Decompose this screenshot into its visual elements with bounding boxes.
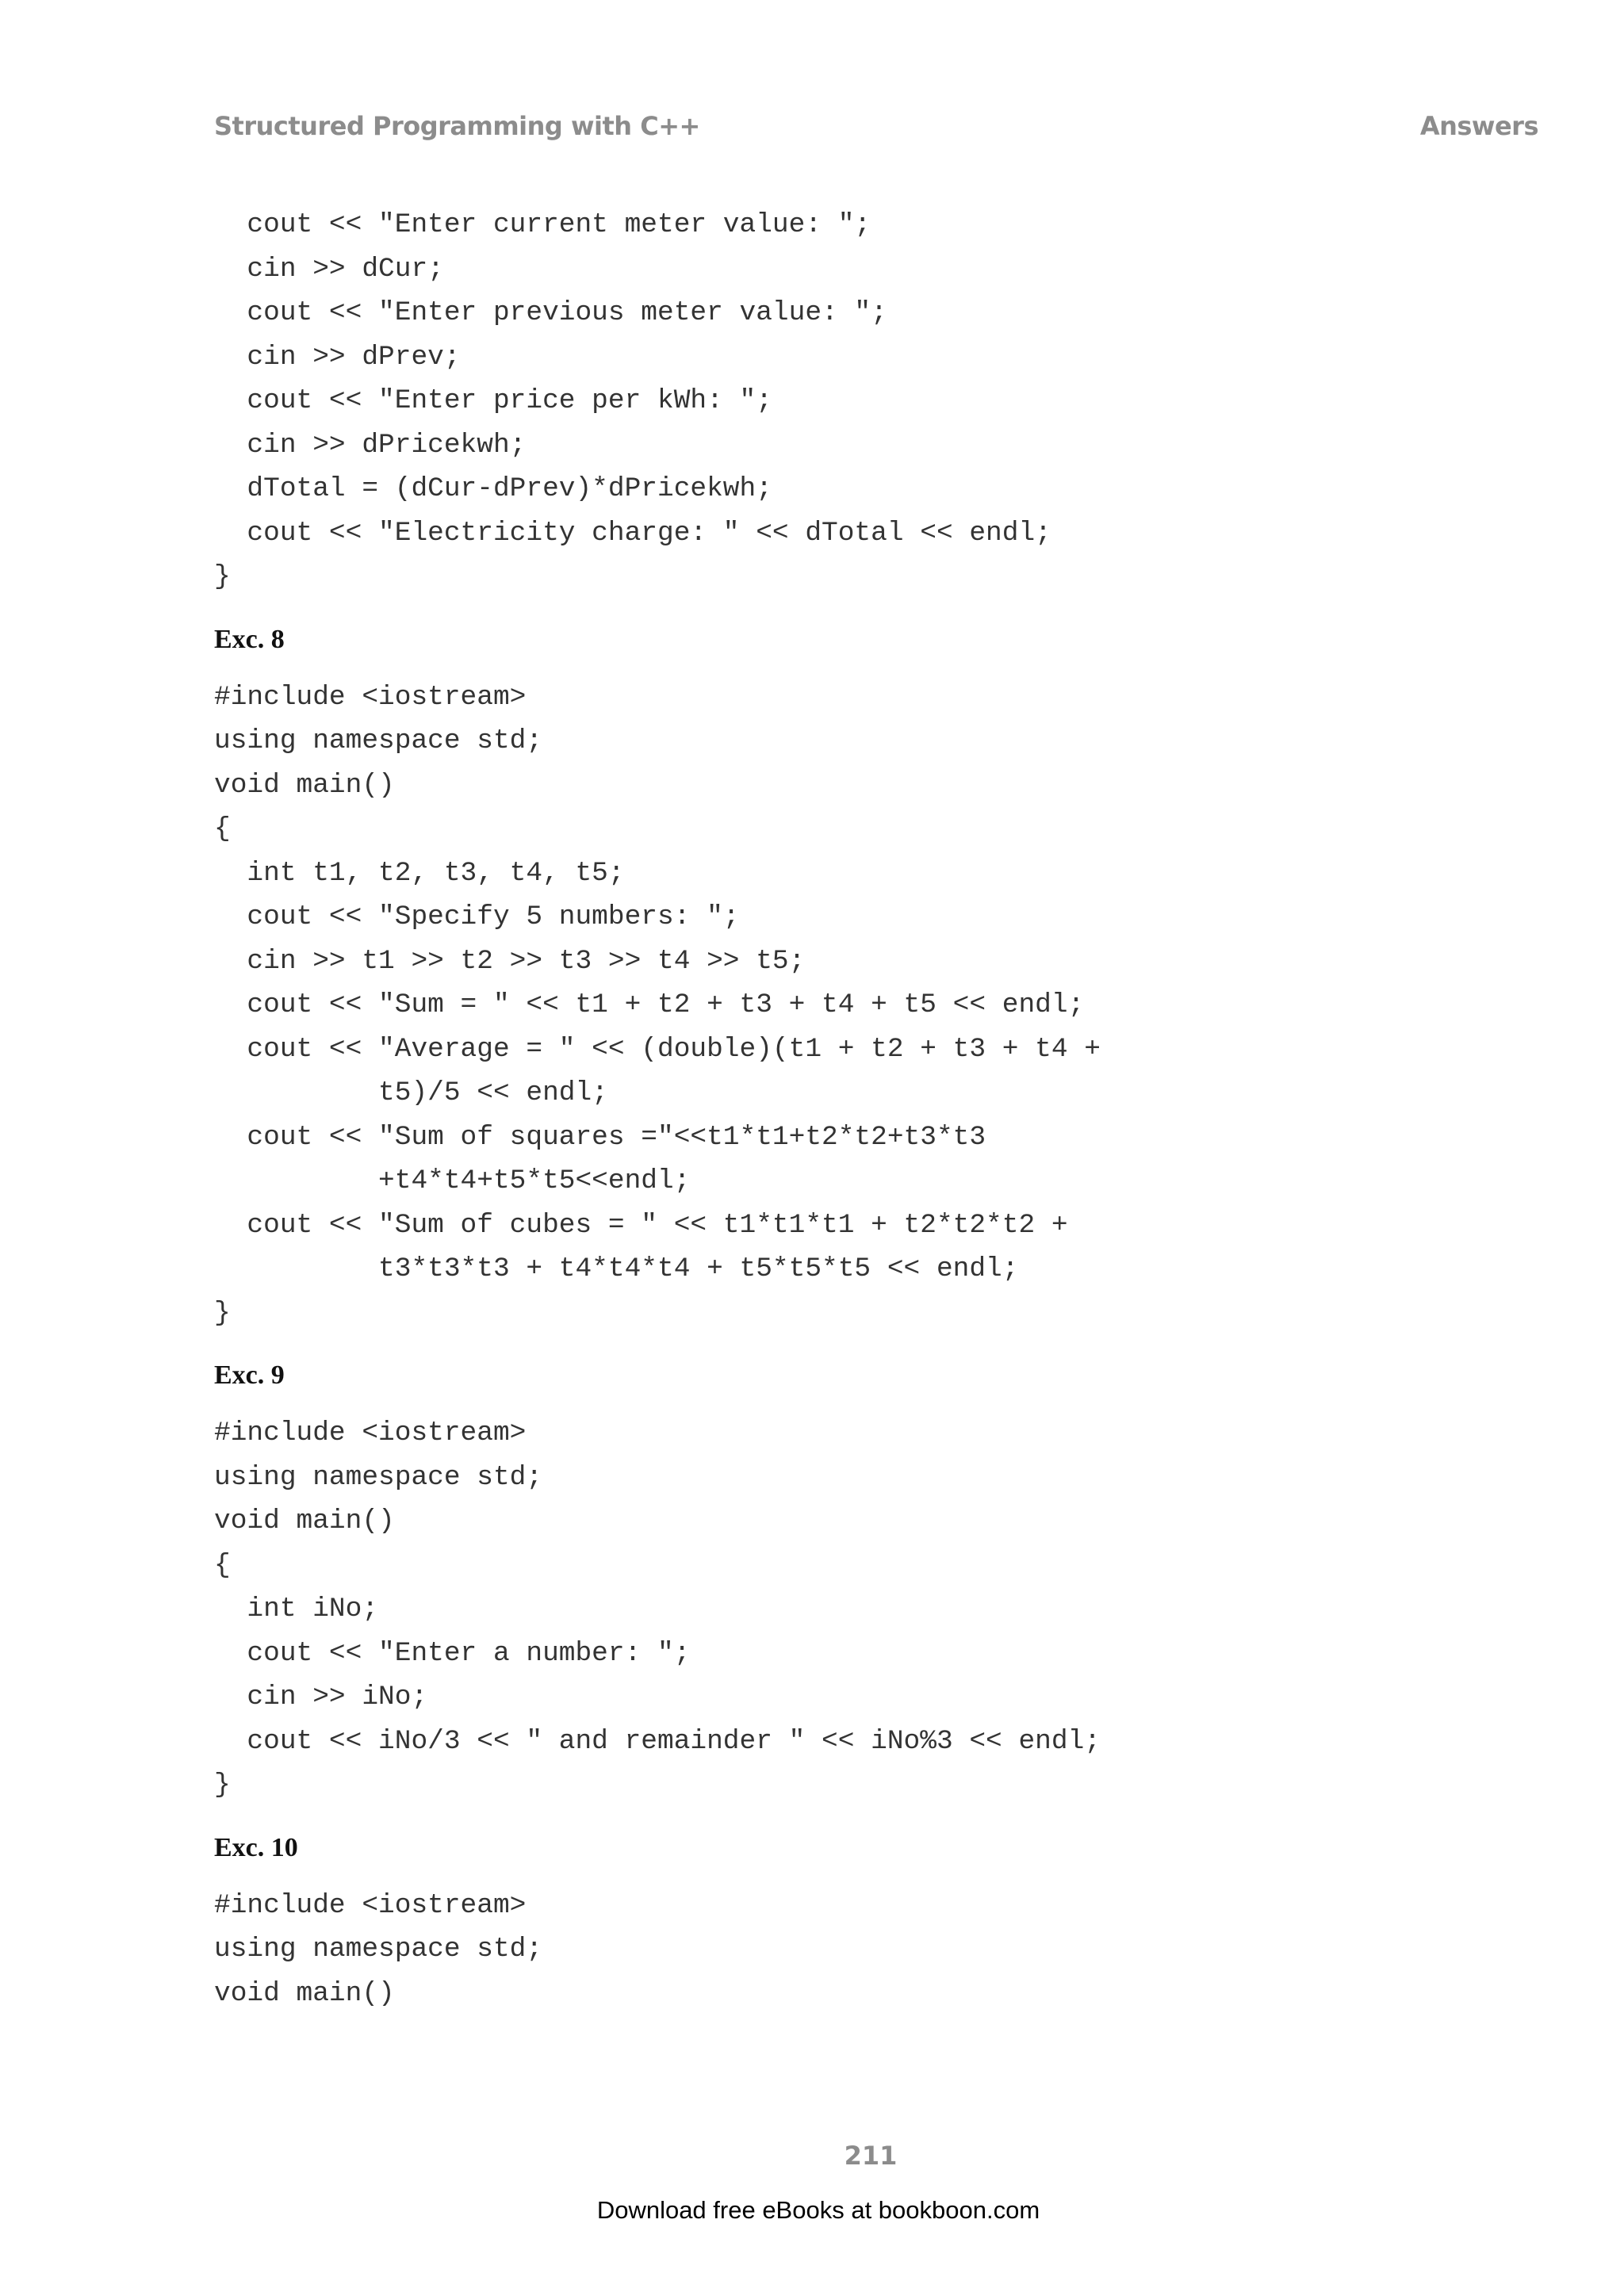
code-line: cout << "Electricity charge: " << dTotal << endl; (214, 517, 1051, 549)
code-line: using namespace std; (214, 725, 543, 756)
code-line: int t1, t2, t3, t4, t5; (214, 857, 625, 889)
code-block (214, 1884, 1562, 2016)
code-line: using namespace std; (214, 1934, 543, 1965)
code-line: cin >> iNo; (214, 1682, 428, 1712)
code-line: void main() (214, 1506, 395, 1536)
code-line: t5)/5 << endl; (214, 1077, 608, 1108)
code-line: #include <iostream> (214, 1418, 527, 1448)
code-line: cout << "Enter current meter value: "; (214, 209, 871, 240)
code-line: cout << "Specify 5 numbers: "; (214, 901, 740, 932)
code-line: cin >> dPrev; (214, 341, 461, 373)
code-block (214, 203, 1562, 599)
code-line: cout << "Sum = " << t1 + t2 + t3 + t4 + t5 << endl; (214, 989, 1085, 1020)
code-block (214, 675, 1562, 1336)
code-line: dTotal = (dCur-dPrev)*dPricekwh; (214, 473, 772, 504)
code-line: void main() (214, 1977, 395, 2009)
code-line: { (214, 813, 231, 844)
code-line: +t4*t4+t5*t5<<endl; (214, 1165, 691, 1196)
code-line: #include <iostream> (214, 681, 527, 713)
page-number: 211 (844, 2141, 898, 2171)
exercise-heading: Exc. 10 (214, 1832, 298, 1862)
code-line: cout << "Enter price per kWh: "; (214, 385, 772, 416)
code-line: using namespace std; (214, 1461, 543, 1493)
code-line: cin >> t1 >> t2 >> t3 >> t4 >> t5; (214, 945, 806, 977)
footer-link[interactable]: Download free eBooks at bookboon.com (596, 2196, 1040, 2224)
code-line: t3*t3*t3 + t4*t4*t4 + t5*t5*t5 << endl; (214, 1253, 1019, 1284)
code-block (214, 1411, 1562, 1808)
code-line: cout << "Sum of cubes = " << t1*t1*t1 + t2*t2*t2 + (214, 1209, 1068, 1241)
code-line: { (214, 1549, 231, 1581)
code-line: void main() (214, 769, 395, 801)
code-line: cin >> dPricekwh; (214, 429, 527, 461)
code-line: #include <iostream> (214, 1889, 527, 1921)
code-line: } (214, 561, 231, 592)
code-line: cout << "Average = " << (double)(t1 + t2 + t3 + t4 + (214, 1033, 1101, 1065)
running-header-title: Structured Programming with C++ (214, 111, 700, 141)
code-line: cout << iNo/3 << " and remainder " << iNo%3 << endl; (214, 1725, 1101, 1757)
code-line: cin >> dCur; (214, 253, 444, 285)
code-line: cout << "Sum of squares ="<<t1*t1+t2*t2+t3*t3 (214, 1121, 986, 1153)
page-content (214, 203, 1562, 2015)
code-line: cout << "Enter a number: "; (214, 1637, 691, 1669)
exercise-heading: Exc. 9 (214, 1360, 285, 1390)
running-header-section: Answers (1419, 111, 1538, 141)
code-line: cout << "Enter previous meter value: "; (214, 297, 887, 328)
code-line: } (214, 1770, 231, 1800)
code-line: int iNo; (214, 1594, 379, 1624)
exercise-heading: Exc. 8 (214, 624, 285, 654)
code-line: } (214, 1297, 231, 1329)
